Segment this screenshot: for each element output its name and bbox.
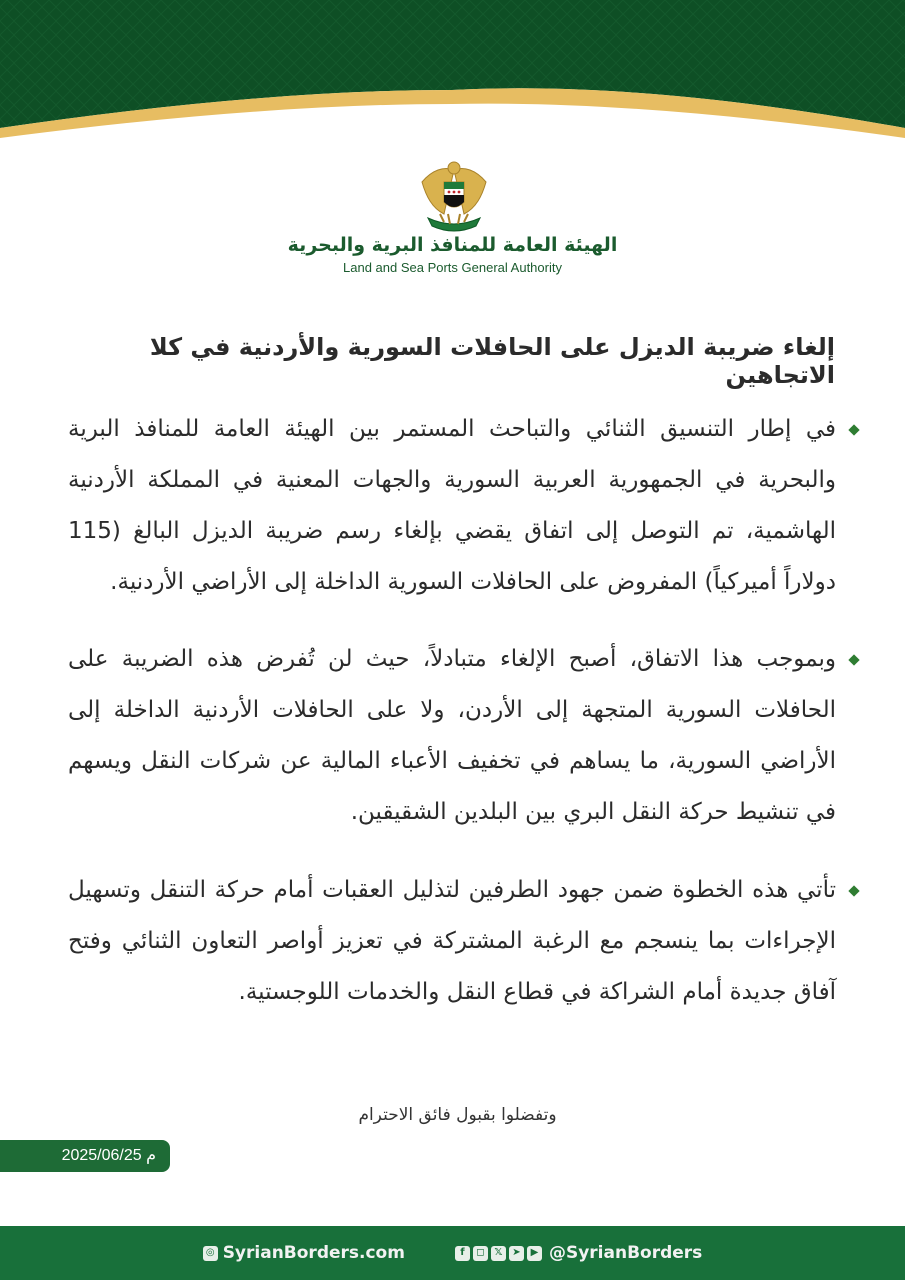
bullet-paragraph <box>68 865 858 1018</box>
facebook-icon[interactable]: f <box>455 1246 470 1261</box>
document-body <box>68 404 858 1044</box>
header-banner <box>0 0 905 150</box>
globe-icon: ◎ <box>203 1246 218 1261</box>
telegram-icon[interactable]: ➤ <box>509 1246 524 1261</box>
instagram-icon[interactable]: ◻ <box>473 1246 488 1261</box>
document-title: إلغاء ضريبة الديزل على الحافلات السورية والأردنية في كلا الاتجاهين <box>149 333 835 389</box>
bullet-diamond-icon <box>848 654 859 665</box>
syrian-eagle-emblem-icon <box>414 156 494 236</box>
social-icons <box>455 1246 542 1261</box>
bullet-paragraph <box>68 634 858 838</box>
organization-name-arabic: الهيئة العامة للمنافذ البرية والبحرية <box>287 234 618 256</box>
footer-social[interactable] <box>455 1243 702 1263</box>
bullet-diamond-icon <box>848 885 859 896</box>
bullet-paragraph <box>68 404 858 608</box>
social-handle[interactable]: @SyrianBorders <box>548 1243 703 1263</box>
website-link[interactable]: SyrianBorders.com <box>222 1243 405 1263</box>
closing-salutation: وتفضلوا بقبول فائق الاحترام <box>358 1105 557 1125</box>
footer <box>0 1226 905 1280</box>
x-icon[interactable]: 𝕏 <box>491 1246 506 1261</box>
date-badge: 2025/06/25 م <box>0 1140 170 1172</box>
footer-website[interactable] <box>203 1243 405 1263</box>
bullet-diamond-icon <box>848 424 859 435</box>
youtube-icon[interactable]: ▶ <box>527 1246 542 1261</box>
paragraph-text: في إطار التنسيق الثنائي والتباحث المستمر بين الهيئة العامة للمنافذ البرية والبحرية في الجمهورية العربية السورية والجهات المعنية في المملكة الأردنية الهاشمية، تم التوصل إلى اتفاق يقضي بإلغاء رسم ضريبة الديزل البالغ (115 دولاراً أميركياً) المفروض على الحافلات السورية الداخلة إلى الأراضي الأردنية. <box>68 416 836 595</box>
organization-name-english: Land and Sea Ports General Authority <box>343 260 562 275</box>
paragraph-text: وبموجب هذا الاتفاق، أصبح الإلغاء متبادلاً، حيث لن تُفرض هذه الضريبة على الحافلات السورية المتجهة إلى الأردن، ولا على الحافلات الأردنية الداخلة إلى الأراضي السورية، ما يساهم في تخفيف الأعباء المالية عن شركات النقل ويسهم في تنشيط حركة النقل البري بين البلدين الشقيقين. <box>68 646 836 825</box>
paragraph-text: تأتي هذه الخطوة ضمن جهود الطرفين لتذليل العقبات أمام حركة التنقل وتسهيل الإجراءات بما ينسجم مع الرغبة المشتركة في تعزيز أواصر التعاون الثنائي وفتح آفاق جديدة أمام الشراكة في قطاع النقل والخدمات اللوجستية. <box>68 877 836 1005</box>
header-wave-graphic <box>0 0 905 150</box>
